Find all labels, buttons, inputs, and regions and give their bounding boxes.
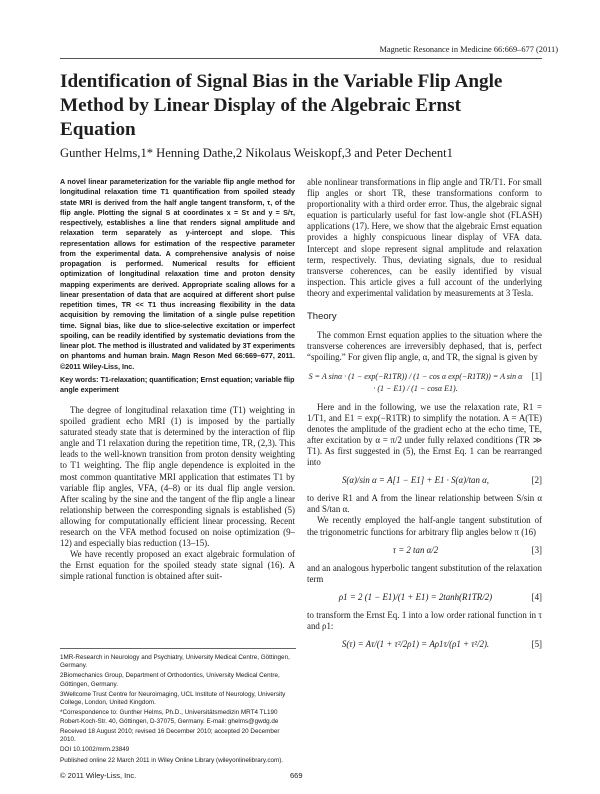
- page-number: 669: [290, 771, 303, 780]
- intro-paragraph-2: We have recently proposed an exact algebraic formulation of the Ernst equation for the spoiled steady state signal (16). A simple rational function is obtained after suit-: [60, 549, 295, 582]
- equation-4-expression: ρ1 = 2 (1 − E1)/(1 + E1) = 2tanh(R1TR/2): [338, 591, 493, 602]
- equation-2: [307, 475, 542, 486]
- author-list: Gunther Helms,1* Henning Dathe,2 Nikolaus Weiskopf,3 and Peter Dechent1: [60, 146, 453, 160]
- journal-header: Magnetic Resonance in Medicine 66:669–677 (2011): [379, 45, 558, 54]
- footnote-rule: [60, 648, 296, 649]
- equation-2-expression: S(α)/sin α = A[1 − E1] + E1 · S(α)/tan α,: [341, 475, 490, 486]
- equation-4-number: [4]: [531, 591, 542, 602]
- right-column: [307, 177, 542, 657]
- equation-3-expression: τ = 2 tan α/2: [392, 544, 439, 555]
- theory-paragraph-3: to derive R1 and A from the linear relationship between S/sin α and S/tan α.: [307, 493, 542, 515]
- equation-3: [307, 545, 542, 556]
- abstract: A novel linear parameterization for the variable flip angle method for longitudinal relaxation time T1 quantification from spoiled steady state MRI is derived from the half angle tangent transform, τ, of the flip angle. Plotting the signal S at coordinates x = Sτ and y = S/τ, respectively, establishes a line that renders signal amplitude and relaxation term separately as y-intercept and slope. This representation allows for estimation of the respective parameter from the experimental data. A comprehensive analysis of noise propagation is performed. Numerical results for efficient optimization of longitudinal relaxation time and proton density mapping experiments are derived. Appropriate scaling allows for a linear presentation of data that are acquired at different short pulse repetition times, TR << T1 thus increasing flexibility in the data acquisition by removing the limitation of a single pulse repetition time. Signal bias, like due to slice-selective excitation or imperfect spoiling, can be readily identified by systematic deviations from the linear plot. The method is illustrated and validated by 3T experiments on phantoms and human brain. Magn Reson Med 66:669–677, 2011. ©2011 Wiley-Liss, Inc.: [60, 178, 295, 371]
- equation-5: [307, 639, 542, 650]
- theory-paragraph-4: We recently employed the half-angle tangent substitution of the trigonometric functions for arbitrary flip angles below π (16): [307, 515, 542, 537]
- theory-paragraph-2: Here and in the following, we use the relaxation rate, R1 = 1/T1, and E1 = exp(−R1TR) to simplify the notation. A = A(TE) denotes the amplitude of the gradient echo at the echo time, TE, after excitation by α = π/2 under fully relaxed conditions (TR ≫ T1). As first suggested in (5), the Ernst Eq. 1 can be rearranged into: [307, 401, 542, 468]
- footnote: *Correspondence to: Gunther Helms, Ph.D., Universitätsmedizin MRT4 TL190 Robert-Koch-Str. 40, Göttingen, D-37075, Germany. E-mail: ghelms@gwdg.de: [60, 709, 279, 725]
- theory-paragraph-6: to transform the Ernst Eq. 1 into a low order rational function in τ and ρ1:: [307, 610, 542, 632]
- equation-2-number: [2]: [531, 475, 542, 486]
- theory-heading: Theory: [307, 311, 337, 323]
- intro-column: [60, 405, 295, 583]
- equation-1-expression: S = A sinα · (1 − exp(−R1TR)) / (1 − cos α exp(−R1TR)) = A sin α · (1 − E1) / (1 − cosα E1).: [308, 372, 523, 393]
- equation-1-number: [1]: [531, 371, 542, 382]
- intro-continuation: able nonlinear transformations in flip angle and TR/T1. For small flip angles or short TR, these transformations conform to proportionality with a third order error. Thus, the algebraic signal equation is particularly useful for fast low-angle shot (FLASH) applications (17). Here, we show that the algebraic Ernst equation provides a highly conspicuous linear display of VFA data. Intercept and slope represent signal amplitude and relaxation term, respectively. Thus, deviating signals, due to residual transverse coherences, can be easily identified by visual inspection. This article gives a full account of the underlying theory and experimental validation by measurements at 3 Tesla.: [307, 177, 542, 298]
- footnote: 1MR-Research in Neurology and Psychiatry, University Medical Centre, Göttingen, Germany.: [60, 654, 290, 670]
- equation-5-number: [5]: [531, 639, 542, 650]
- paper-title: Identification of Signal Bias in the Variable Flip Angle Method by Linear Display of the Algebraic Ernst Equation: [60, 71, 503, 140]
- footnote: 3Wellcome Trust Centre for Neuroimaging, UCL Institute of Neurology, University College, London, United Kingdom.: [60, 690, 286, 707]
- copyright-footer: © 2011 Wiley-Liss, Inc.: [60, 771, 137, 780]
- theory-paragraph-5: and an analogous hyperbolic tangent substitution of the relaxation term: [307, 562, 542, 584]
- header-rule: [60, 58, 542, 59]
- equation-4: [307, 592, 542, 603]
- footnote: Received 18 August 2010; revised 16 December 2010; accepted 20 December 2010.: [60, 727, 280, 744]
- footnote: DOI 10.1002/mrm.23849: [60, 746, 130, 754]
- footnotes: [60, 654, 295, 767]
- equation-5-expression: S(τ) = Aτ/(1 + τ²/2ρ1) = Aρ1τ/(ρ1 + τ²/2).: [341, 639, 490, 650]
- theory-paragraph-1: The common Ernst equation applies to the situation where the transverse coherences are irreversibly dephased, that is, perfect “spoiling.” For given flip angle, α, and TR, the signal is given by: [307, 330, 542, 363]
- equation-1: [307, 371, 542, 393]
- intro-paragraph-1: The degree of longitudinal relaxation time (T1) weighting in spoiled gradient echo MRI (1) is imposed by the partially saturated steady state that is determined by the interaction of flip angle and T1 relaxation during the repetition time, TR, (2,3). This leads to the well-known transition from proton density weighting to T1 weighting. The flip angle dependence is exploited in the most common quantitative MRI application that estimates T1 by variable flip angles, VFA, (4–8) or its dual flip angle version. After scaling by the sine and the tangent of the flip angle a linear relationship between the corresponding signals is established (5) allowing for computationally efficient linear processing. Recent research on the VFA method focused on noise optimization (9–12) and especially bias reduction (13–15).: [60, 405, 295, 549]
- footnote: 2Biomechanics Group, Department of Orthodontics, University Medical Centre, Göttingen, Germany.: [60, 672, 280, 688]
- keywords: Key words: T1-relaxation; quantification; Ernst equation; variable flip angle experiment: [60, 376, 295, 395]
- footnote: Published online 22 March 2011 in Wiley Online Library (wileyonlinelibrary.com).: [60, 756, 284, 764]
- equation-3-number: [3]: [531, 544, 542, 555]
